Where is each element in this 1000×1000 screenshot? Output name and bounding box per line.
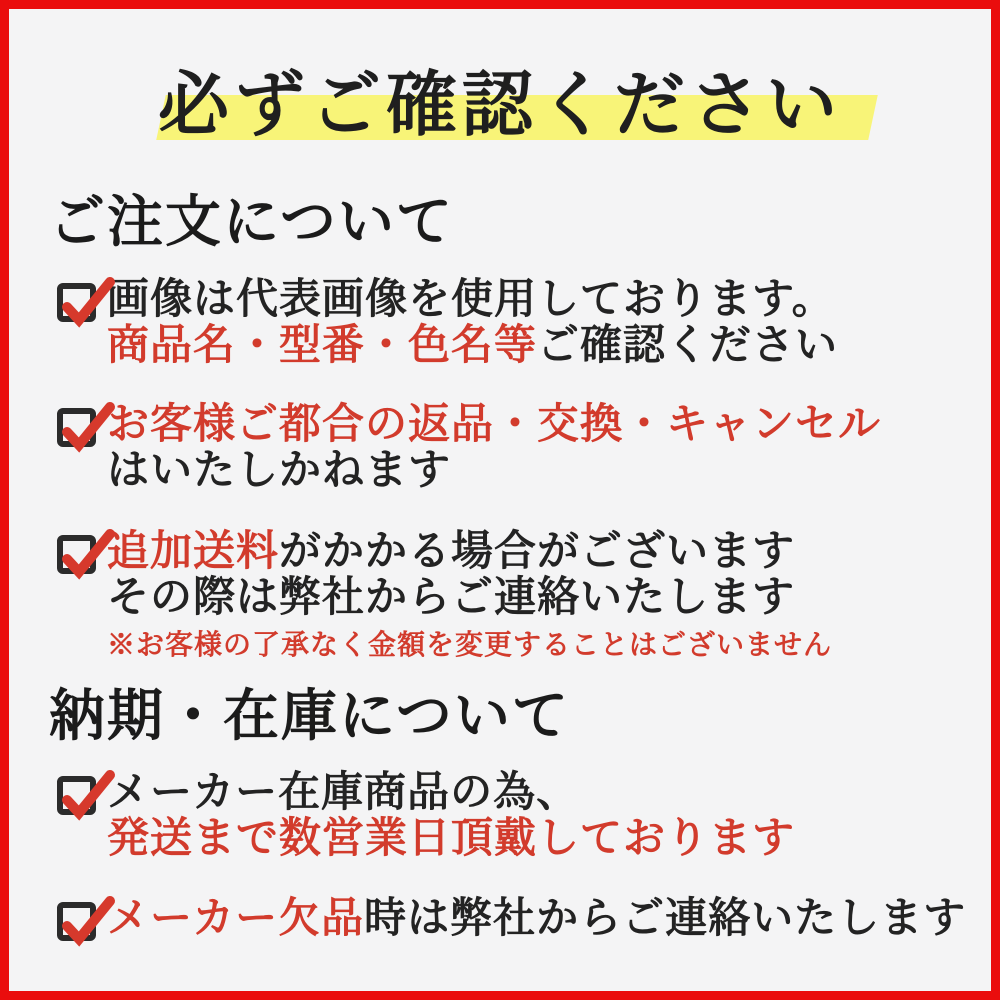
list-item-representative-image <box>57 276 838 368</box>
list-item-extra-shipping <box>57 528 832 661</box>
item-text-block <box>107 895 966 941</box>
checkbox-checked-icon <box>57 408 96 447</box>
item-text: 画像は代表画像を使用しております。 <box>107 274 835 323</box>
item-footnote: ※お客様の了承なく金額を変更することはございません <box>107 628 833 661</box>
item-text-emphasis: お客様ご都合の返品・交換・キャンセル <box>107 399 882 448</box>
item-text-block <box>107 769 795 861</box>
item-line <box>107 815 795 861</box>
item-line <box>107 322 838 368</box>
item-text-emphasis: 発送まで数営業日頂戴しております <box>107 813 796 862</box>
item-text-emphasis: 追加送料 <box>107 526 280 575</box>
list-item-maker-stock <box>57 769 795 861</box>
page-title: 必ずご確認ください <box>157 62 842 146</box>
checkbox-checked-icon <box>57 776 96 815</box>
item-text: ご確認ください <box>537 320 839 369</box>
item-text: メーカー在庫商品の為、 <box>107 767 580 816</box>
item-line <box>107 528 832 574</box>
item-text-block <box>107 528 832 661</box>
item-text: はいたしかねます <box>107 445 452 494</box>
item-line <box>107 401 881 447</box>
item-text: 時は弊社からご連絡いたします <box>364 893 967 942</box>
item-line <box>107 447 881 493</box>
item-text-block <box>107 276 838 368</box>
poster-header <box>9 49 991 159</box>
item-text-block <box>107 401 881 493</box>
list-item-returns-policy <box>57 401 881 493</box>
item-text-emphasis: メーカー欠品 <box>107 893 365 942</box>
item-text: その際は弊社からご連絡いたします <box>107 572 796 621</box>
item-line <box>107 276 838 322</box>
item-line <box>107 895 966 941</box>
list-item-maker-shortage <box>57 895 966 941</box>
checkbox-checked-icon <box>57 283 96 322</box>
item-line <box>107 769 795 815</box>
item-text: がかかる場合がございます <box>279 526 796 575</box>
item-line <box>107 574 832 620</box>
item-text-emphasis: 商品名・型番・色名等 <box>107 320 538 369</box>
section-heading-stock: 納期・在庫について <box>49 683 570 749</box>
checkbox-checked-icon <box>57 535 96 574</box>
checkbox-checked-icon <box>57 902 96 941</box>
section-heading-orders: ご注文について <box>49 189 454 255</box>
